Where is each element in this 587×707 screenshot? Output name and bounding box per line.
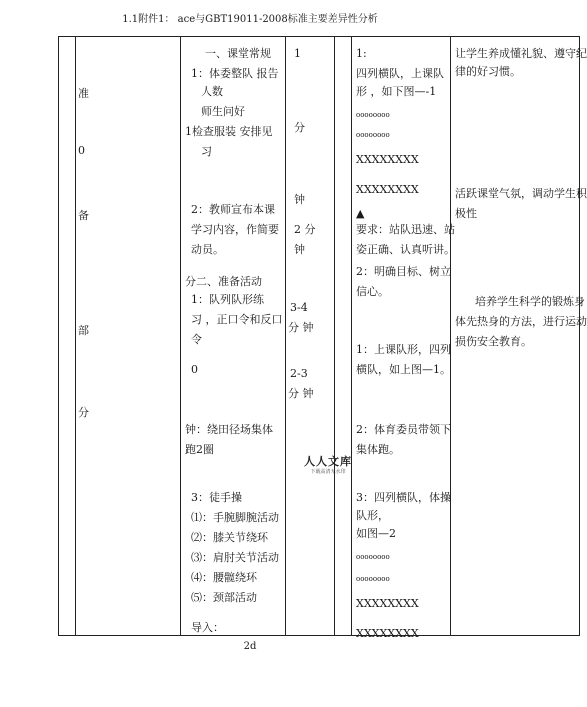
cell-organization — [352, 37, 455, 640]
duration-line: 2-3 — [290, 367, 308, 380]
formation-row: XXXXXXXX — [356, 627, 419, 640]
content-line: ⑶：肩肘关节活动 — [191, 551, 279, 564]
duration-line: 分 — [294, 121, 305, 134]
content-line: 1：体委整队 报告 — [191, 67, 279, 80]
content-line: 习 ，正口令和反口 — [191, 313, 283, 326]
organization-line: 形 ，如下图—-1 — [356, 85, 437, 98]
content-line: 人数 — [201, 85, 223, 98]
content-line: 0 — [191, 363, 198, 376]
cell-section-label — [76, 37, 181, 636]
logo-text: 人人文库 — [304, 455, 352, 468]
content-line: ⑵：膝关节绕环 — [191, 531, 268, 544]
content-line: 跑2圈 — [185, 443, 214, 456]
lesson-plan-table — [58, 36, 587, 640]
objective-line: 极性 — [455, 207, 477, 220]
formation-row: XXXXXXXX — [356, 153, 419, 166]
content-line: 2：教师宣布本课 — [191, 203, 275, 216]
organization-line: 要求：站队迅速、站 — [356, 223, 455, 236]
organization-line: 姿正确、认真听讲。 — [356, 243, 455, 256]
content-line: 动员。 — [191, 243, 224, 256]
formation-row: oooooooo — [356, 131, 390, 139]
organization-line: 3：四列横队，体操 — [356, 491, 451, 504]
duration-line: 2 分 — [294, 223, 316, 236]
cell-margin-left — [59, 37, 76, 636]
section-char: 备 — [78, 209, 89, 222]
content-line: 1：队列队形练 — [191, 293, 264, 306]
content-line: 导入： — [191, 621, 224, 634]
cell-content — [181, 37, 286, 636]
cell-spacer — [335, 37, 352, 636]
section-char: 准 — [78, 87, 89, 100]
organization-line: 集体跑。 — [356, 443, 400, 456]
duration-line: 钟 — [294, 243, 305, 256]
organization-line: 1：上课队形，四列 — [356, 343, 451, 356]
duration-line: 钟 — [294, 193, 305, 206]
section-char: 分 — [78, 406, 89, 419]
content-line: 一、课堂常规 — [205, 47, 271, 60]
teacher-marker: ▲ — [356, 207, 365, 220]
content-line: ⑷：腰髋绕环 — [191, 571, 257, 584]
organization-line: 队形， — [356, 509, 389, 522]
cell-objectives — [451, 37, 587, 636]
objective-line: 体先热身的方法，进行运动 — [455, 315, 587, 328]
content-line: 师生问好 — [201, 105, 245, 118]
formation-row: XXXXXXXX — [356, 183, 419, 196]
organization-line: 2：明确目标、树立 — [356, 265, 451, 278]
organization-line: 横队，如上图—1。 — [356, 363, 451, 376]
objective-line: 活跃课堂气氛，调动学生积 — [455, 187, 587, 200]
content-line: 分二、准备活动 — [185, 275, 262, 288]
content-line: 令 — [191, 333, 202, 346]
formation-row: oooooooo — [356, 553, 390, 561]
cell-duration — [286, 37, 335, 636]
section-char: 部 — [78, 324, 89, 337]
duration-line: 分 钟 — [288, 387, 314, 400]
content-line: ⑴：手腕脚腕活动 — [191, 511, 279, 524]
section-char: 0 — [78, 144, 85, 157]
duration-line: 分 钟 — [288, 321, 314, 334]
formation-row: oooooooo — [356, 111, 390, 119]
organization-line: 信心。 — [356, 285, 389, 298]
content-line: ⑸：颈部活动 — [191, 591, 257, 604]
objective-line: 让学生养成懂礼貌、遵守纪 — [455, 47, 587, 60]
content-line: 习 — [201, 145, 212, 158]
duration-line: 3-4 — [290, 301, 308, 314]
organization-line: 1: — [356, 47, 367, 60]
organization-line: 四列横队，上课队 — [356, 67, 444, 80]
content-line: 1检查服装 安排见 — [185, 125, 273, 138]
formation-row: oooooooo — [356, 575, 390, 583]
organization-line: 如图—2 — [356, 527, 396, 540]
formation-row: XXXXXXXX — [356, 597, 419, 610]
content-line: 学习内容，作简要 — [191, 223, 279, 236]
organization-line: 2：体育委员带领下 — [356, 423, 451, 436]
page-number: 2d — [243, 641, 257, 652]
content-line: 钟：绕田径场集体 — [185, 423, 273, 436]
objective-line: 律的好习惯。 — [455, 65, 521, 78]
logo-subtext: 下载高清无水印 — [310, 469, 346, 475]
objective-line: 培养学生科学的锻炼身 — [475, 295, 585, 308]
duration-line: 1 — [294, 47, 301, 60]
objective-line: 损伤安全教育。 — [455, 335, 532, 348]
watermark-logo — [300, 453, 356, 475]
document-header: 1.1附件1： ace与GBT19011-2008标准主要差异性分析 — [122, 14, 378, 25]
content-line: 3：徒手操 — [191, 491, 242, 504]
